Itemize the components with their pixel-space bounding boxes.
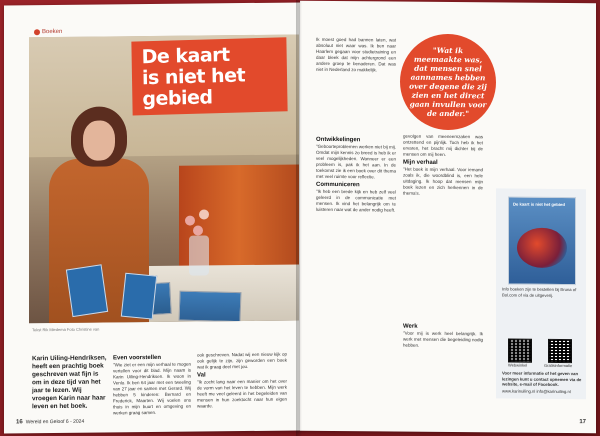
title-banner <box>131 37 287 115</box>
flowers-image <box>179 195 219 275</box>
section-heading: Val <box>197 372 206 379</box>
qr-code-icon[interactable] <box>508 339 532 363</box>
article-column <box>113 353 191 417</box>
spine-shadow <box>296 0 306 436</box>
paragraph: gevolgen van meeneemzaken was ontzettend en pijnlijk. Toch heb ik het ervaren, het bracht mij dichter bij de mensen om mij heen. <box>403 133 483 157</box>
article-column <box>197 352 287 410</box>
section-heading: Even voorstellen <box>113 354 162 362</box>
paragraph: "Het boek is mijn verhaal. Voor iemand zoals ik, die woordblind is, een hele uitdaging. Ik hoop dat mensen mijn boek lezen en zich herkennen in de thema's. <box>403 166 483 196</box>
section-heading: Werk <box>403 323 418 330</box>
section-label: Boeken <box>42 28 63 36</box>
article-column <box>403 134 483 198</box>
pull-quote <box>400 34 496 131</box>
qr-label: Webwinkel <box>508 362 528 368</box>
author-figure <box>39 106 159 323</box>
section-dot-icon <box>34 29 40 35</box>
book-cover-image <box>508 197 576 286</box>
bloom-image <box>193 225 203 235</box>
box-info-text: Info boeken zijn te bestellen bij Bruna of Bol.com of via de uitgeverij. <box>502 286 577 298</box>
title-line: is niet het <box>141 63 246 89</box>
section-heading: Communiceren <box>316 181 360 189</box>
magazine-name: Wereld en Geloof 6 - 2024 <box>25 418 85 426</box>
paragraph: "Ik heb een brede kijk en heb zelf veel geleerd in de communicatie met mensen. Ik vind het belangrijk om te luisteren naar wat de ander nodig heeft. <box>316 188 396 213</box>
folio <box>16 419 84 426</box>
section-heading: Mijn verhaal <box>403 159 438 166</box>
book-info-box <box>496 188 586 399</box>
author-face <box>83 120 115 160</box>
paragraph: "Ik zocht lang naar een manier om het over de vorm van het leven te hebben. Mijn werk heeft me veel geleerd in het begeleiden van mensen in hun zoektocht naar hun eigen waarde. <box>197 378 287 409</box>
paragraph: "Wie ziet er een mijn verhaal te mogen vertellen voor dit blad. Mijn naam is Karin Uiling-Hendriksen. Ik woon in Venlo. Ik ben 64 jaar met een tweeling van 27 jaar en samen met Gerard. Wij hebben 5 kinderen: Bernard en Frederick, Maarten. Wij voelen ons thuis in mijn buurt en omgeving en werken graag samen. <box>113 361 191 416</box>
book-stack-image <box>178 291 241 323</box>
held-book-image <box>66 264 108 317</box>
left-page <box>4 2 302 433</box>
article-column <box>316 135 396 214</box>
quote-text: "Wat ik meemaakte was, dat mensen snel aannames hebben over degene die zij zien en het direct gaan invullen voor de ander." <box>409 45 487 119</box>
bloom-image <box>185 216 195 226</box>
title-line: gebied <box>142 85 213 110</box>
paragraph: "Geboorteproblemen werken niet bij mij. Omdat mijn kennis zo breed is heb ik er veel mogelijkheden. Wanneer er een probleem is, pak ik het aan. In de toekomst zie ik een boek over dit thema met veel ruimte voor reflectie. <box>316 143 396 180</box>
section-heading: Ontwikkelingen <box>316 136 361 144</box>
article-column <box>316 37 396 74</box>
paragraph: Ik moest goed had bannen laten, wat absoluut niet waar was. Ik ben naar Haarlem gegaan voor studietraining en daar bleek dat mijn achtergrond een andere groep te benaderen. Dat was niet in Nederland zo makkelijk. <box>316 36 396 73</box>
section-tag <box>34 29 62 35</box>
title-line: De kaart <box>141 43 230 68</box>
qr-label: Gratisinformatie <box>544 362 573 369</box>
cover-title: De kaart is niet het gebied <box>513 201 565 208</box>
page-number: 17 <box>579 419 586 426</box>
box-contact-text: Voor meer informatie of het geven van lezingen kunt u contact opnemen via de website, e-mail of Facebook. <box>502 370 582 388</box>
page-number: 16 <box>16 419 23 426</box>
paragraph: ook geschreven. Nadat wij een nieuw kijk op ook gelijk te zijn, zijn geworden een boek wat ik graag deel met jou. <box>197 351 287 370</box>
box-links: www.karinuiling.nl info@karinuiling.nl <box>502 388 571 395</box>
vase-image <box>189 235 209 275</box>
paragraph: "Voor mij is werk heel belangrijk. Ik werk met mensen die begeleiding nodig hebben. <box>403 330 483 348</box>
bloom-image <box>199 209 209 219</box>
cover-art <box>517 228 567 268</box>
qr-code-icon[interactable] <box>548 339 572 363</box>
photo-credit: Tekst Rik Miedema Foto Christine van <box>32 326 100 333</box>
held-book-image <box>121 273 157 320</box>
intro-text: Karin Uiling-Hendriksen, heeft een prachtig boek geschreven wat fijn is om in deze tijd van het jaar te lezen. Wij vroegen Karin naar haar leven en het boek. <box>32 354 107 411</box>
right-page <box>300 1 596 434</box>
article-column <box>403 322 483 350</box>
